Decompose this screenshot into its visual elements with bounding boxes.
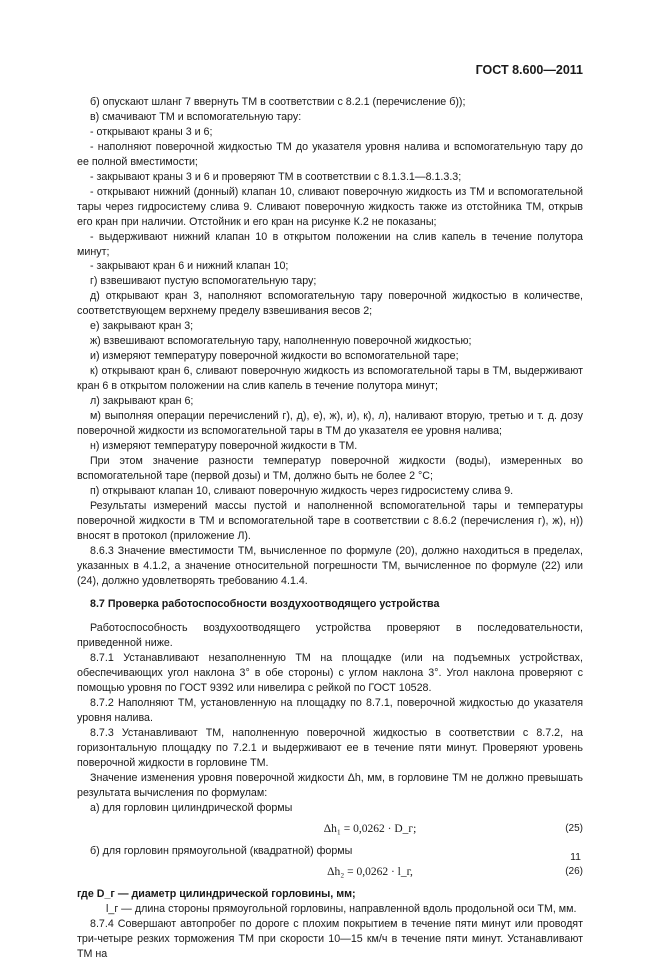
document-code: ГОСТ 8.600—2011 [475, 63, 583, 77]
paragraph: в) смачивают ТМ и вспомогательную тару: [90, 110, 302, 123]
paragraph: - выдерживают нижний клапан 10 в открытом положении на слив капель в течение полутора минут; [77, 230, 583, 258]
page-number: 11 [570, 851, 581, 863]
paragraph: При этом значение разности температур поверочной жидкости (воды), измеренных во вспомогательной таре (первой дозы) и ТМ, должно быть не более 2 °С; [77, 454, 583, 482]
paragraph: а) для горловин цилиндрической формы [90, 801, 293, 814]
paragraph: б) для горловин прямоугольной (квадратной) формы [90, 844, 353, 857]
definition-line: где D_г — диаметр цилиндрической горловины, мм; [77, 887, 356, 900]
paragraph: 8.7.4 Совершают автопробег по дороге с плохим покрытием в течение пяти минут или проводят три-четыре резких торможения ТМ при скорости 10—15 км/ч в течение пяти минут. Устанавливают ТМ на [77, 917, 583, 960]
formula-number: (26) [565, 866, 583, 878]
paragraph: - наполняют поверочной жидкостью ТМ до указателя уровня налива и вспомогательную тару до ее полной вместимости; [77, 140, 583, 168]
paragraph: н) измеряют температуру поверочной жидкости в ТМ. [90, 439, 358, 452]
paragraph: л) закрывают кран 6; [90, 395, 194, 408]
paragraph: 8.7.1 Устанавливают незаполненную ТМ на площадке (или на подъемных устройствах, обеспечивающих угол наклона 3° в обе стороны) с углом наклона 3°. Угол наклона проверяют с помощью уровня по ГОСТ 9392 или нивелира с рейкой по ГОСТ 10528. [77, 652, 583, 695]
paragraph: - закрывают краны 3 и 6 и проверяют ТМ в соответствии с 8.1.3.1—8.1.3.3; [90, 170, 462, 183]
paragraph: Значение изменения уровня поверочной жидкости Δh, мм, в горловине ТМ не должно превышать результата вычисления по формулам: [77, 771, 583, 799]
formula-26 [77, 862, 583, 884]
paragraph: - открывают нижний (донный) клапан 10, сливают поверочную жидкость из ТМ и вспомогательной тары через гидросистему слива 9. Сливают поверочную жидкость также из отстойника ТМ, открыв его кран при наличии. Отстойник и его кран на рисунке К.2 не показаны; [77, 185, 583, 228]
paragraph: и) измеряют температуру поверочной жидкости во вспомогательной таре; [90, 350, 459, 363]
section-heading: 8.7 Проверка работоспособности воздухоотводящего устройства [90, 598, 440, 611]
paragraph: г) взвешивают пустую вспомогательную тару; [90, 275, 317, 288]
paragraph: 8.6.3 Значение вместимости ТМ, вычисленное по формуле (20), должно находиться в пределах, указанных в 4.1.2, а значение относительной погрешности ТМ, вычисленное по формуле (22) или (24), должно удовлетворять требованию 4.1.4. [77, 544, 583, 587]
formula-expression: Δh₁ = 0,0262 · D_г; [323, 823, 417, 836]
paragraph: б) опускают шланг 7 ввернуть ТМ в соответствии с 8.2.1 (перечисление б)); [90, 96, 466, 108]
paragraph: м) выполняя операции перечислений г), д), е), ж), и), к), л), наливают вторую, третью и т. д. дозу поверочной жидкости из вспомогательной тары в ТМ до указателя ее уровня налива; [77, 410, 583, 437]
paragraph: 8.7.2 Наполняют ТМ, установленную на площадку по 8.7.1, поверочной жидкостью до указателя уровня налива. [77, 697, 583, 725]
paragraph: д) открывают кран 3, наполняют вспомогательную тару поверочной жидкостью в количестве, соответствующем верхнему пределу взвешивания весов 2; [77, 290, 583, 318]
paragraph: 8.7.3 Устанавливают ТМ, наполненную поверочной жидкостью в соответствии с 8.7.2, на горизонтальную площадку по 7.2.1 и выдерживают ее в течение пяти минут. Проверяют уровень поверочной жидкости в горловине ТМ. [77, 727, 583, 769]
paragraph: к) открывают кран 6, сливают поверочную жидкость из вспомогательной тары в ТМ, выдерживают кран 6 в открытом положении на слив капель в течение полутора минут; [77, 365, 583, 393]
paragraph: п) открывают клапан 10, сливают поверочную жидкость через гидросистему слива 9. [90, 484, 514, 497]
paragraph: Работоспособность воздухоотводящего устройства проверяют в последовательности, приведенной ниже. [77, 622, 583, 650]
paragraph: е) закрывают кран 3; [90, 320, 194, 333]
paragraph: - закрывают кран 6 и нижний клапан 10; [90, 260, 289, 273]
formula-expression: Δh₂ = 0,0262 · l_г, [327, 866, 413, 879]
page-content [77, 95, 583, 962]
definition-line: l_г — длина стороны прямоугольной горловины, направленной вдоль продольной оси ТМ, мм. [106, 902, 577, 915]
formula-25 [77, 819, 583, 841]
formula-number: (25) [565, 823, 583, 835]
paragraph: Результаты измерений массы пустой и наполненной вспомогательной тары и температуры поверочной жидкости в ТМ и вспомогательной таре в соответствии с 8.6.2 (перечисления г), ж), н)) вносят в протокол (приложение Л). [77, 499, 583, 542]
paragraph: ж) взвешивают вспомогательную тару, наполненную поверочной жидкостью; [90, 335, 472, 348]
paragraph: - открывают краны 3 и 6; [90, 125, 213, 138]
